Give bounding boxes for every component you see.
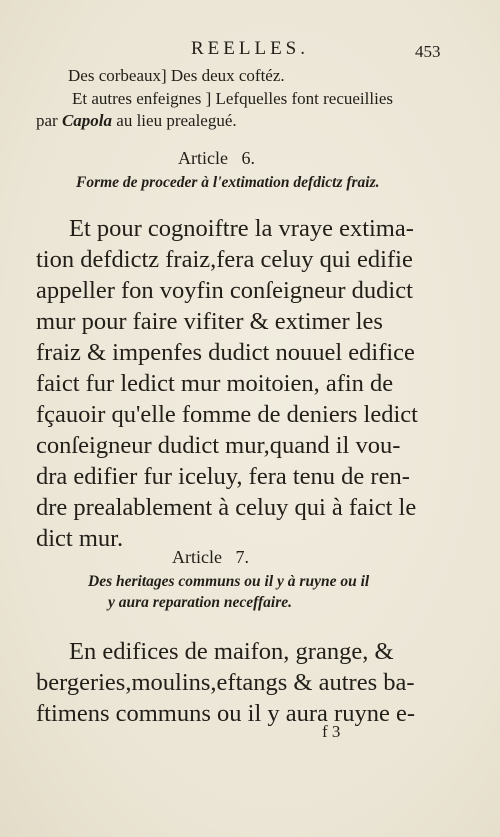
text-line: fçauoir qu'elle fomme de deniers ledict: [36, 401, 418, 428]
article-7-heading: Article 7.: [172, 547, 249, 567]
text-line: Et pour cognoiftre la vraye extima-: [69, 215, 414, 242]
signature-mark: f 3: [322, 722, 341, 741]
text-line: appeller fon voyfin conſeigneur dudict: [36, 277, 413, 304]
top-note-suffix: au lieu prealegué.: [112, 111, 237, 130]
top-note-author: Capola: [61, 111, 113, 130]
text-line: bergeries,moulins,eftangs & autres ba-: [36, 669, 415, 696]
page-number: 453: [415, 42, 441, 61]
article-7-subtitle-line-1: Des heritages communs ou il y à ruyne ou il: [88, 573, 370, 590]
article-6-subtitle: Forme de proceder à l'extimation defdictz fraiz.: [76, 174, 380, 191]
top-note-line-3: [36, 111, 237, 131]
article-7-subtitle-line-2: y aura reparation neceffaire.: [108, 594, 292, 611]
text-line: conſeigneur dudict mur,quand il vou-: [36, 432, 401, 459]
text-line: dra edifier fur iceluy, fera tenu de ren-: [36, 463, 410, 490]
text-line: En edifices de maifon, grange, &: [69, 638, 394, 665]
running-title: REELLES.: [190, 38, 310, 59]
text-line: fraiz & impenfes dudict nouuel edifice: [36, 339, 415, 366]
text-line: dre prealablement à celuy qui à faict le: [36, 494, 417, 521]
text-line: tion defdictz fraiz,fera celuy qui edifie: [36, 246, 413, 273]
text-line: faict fur ledict mur moitoien, afin de: [36, 370, 394, 397]
top-note-line-1: Des corbeaux] Des deux coftéz.: [68, 66, 285, 85]
text-line: mur pour faire vifiter & extimer les: [36, 308, 383, 335]
top-note-prefix: par: [36, 111, 62, 130]
article-6-heading: Article 6.: [178, 148, 255, 168]
text-line: dict mur.: [36, 525, 124, 552]
text-line: ftimens communs ou il y aura ruyne e-: [36, 700, 415, 727]
top-note-line-2: Et autres enfeignes ] Lefquelles font recueillies: [72, 89, 393, 108]
